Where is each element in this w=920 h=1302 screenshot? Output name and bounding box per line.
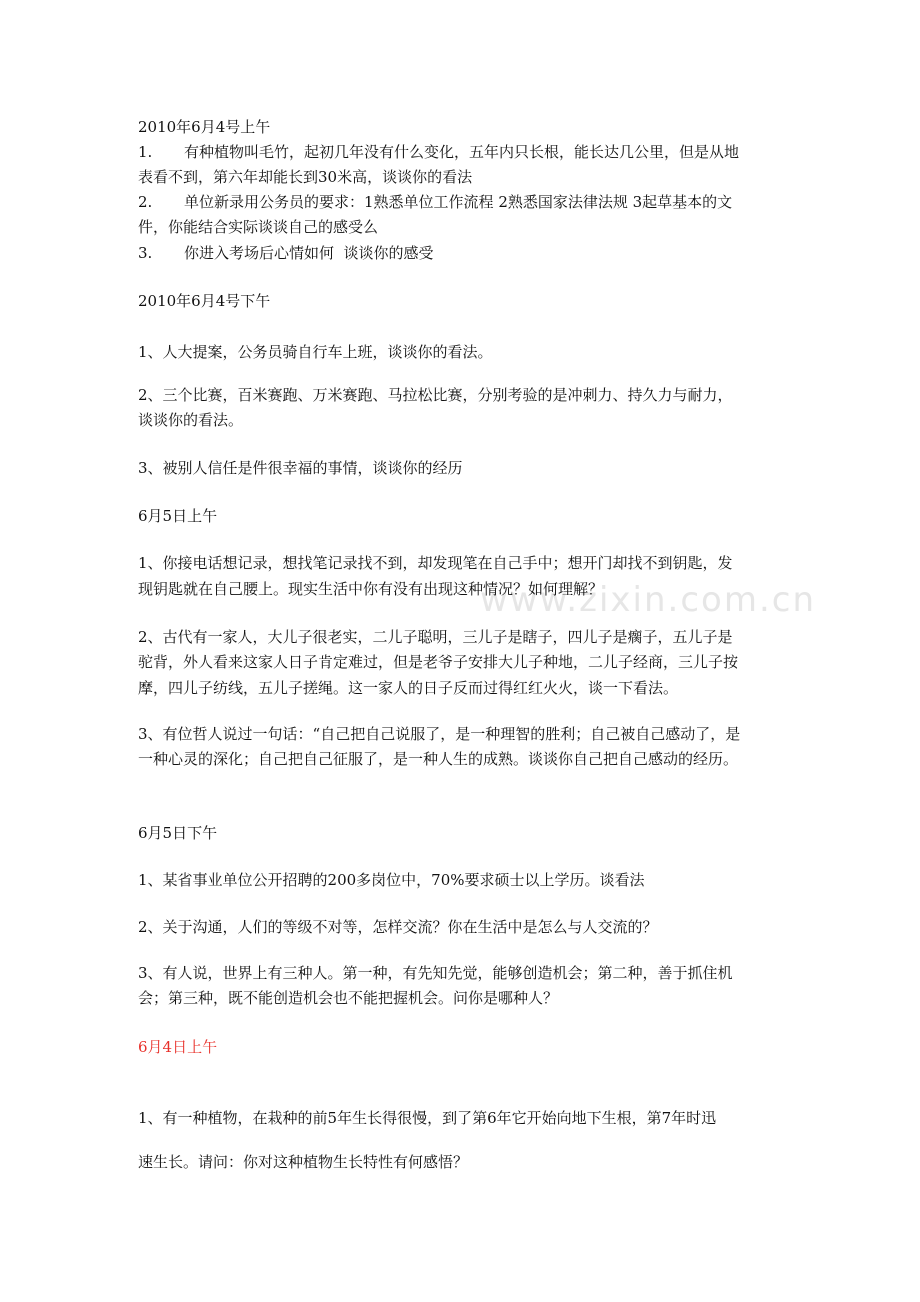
item-text-continued: 谈谈你的看法。 [138, 411, 244, 429]
question-item: 1、某省事业单位公开招聘的200多岗位中，70%要求硕士以上学历。谈看法 [138, 871, 645, 889]
watermark: www.zixin.com.cn [480, 580, 816, 620]
question-item: 2、古代有一家人，大儿子很老实，二儿子聪明，三儿子是瞎子，四儿子是瘸子，五儿子是 [138, 628, 733, 646]
item-text-continued: 件，你能结合实际谈谈自己的感受么 [138, 218, 379, 236]
question-item: 1、你接电话想记录，想找笔记录找不到，却发现笔在自己手中；想开门却找不到钥匙，发 [138, 554, 733, 572]
item-number: 3. [138, 244, 153, 262]
question-item: 3、被别人信任是件很幸福的事情，谈谈你的经历 [138, 459, 463, 477]
question-item: 2、三个比赛，百米赛跑、万米赛跑、马拉松比赛，分别考验的是冲刺力、持久力与耐力， [138, 386, 733, 404]
item-text-continued: 速生长。请问：你对这种植物生长特性有何感悟？ [138, 1153, 469, 1171]
item-number: 2. [138, 193, 153, 211]
section-heading: 6月5日上午 [138, 507, 218, 525]
item-text-continued: 表看不到，第六年却能长到30米高，谈谈你的看法 [138, 168, 473, 186]
item-text-continued: 摩，四儿子纺线，五儿子搓绳。这一家人的日子反而过得红红火火，谈一下看法。 [138, 679, 679, 697]
item-number: 1. [138, 143, 153, 161]
item-text-continued: 驼背，外人看来这家人日子肯定难过，但是老爷子安排大儿子种地，二儿子经商，三儿子按 [138, 653, 739, 671]
question-item: 1、人大提案，公务员骑自行车上班，谈谈你的看法。 [138, 343, 493, 361]
question-item [138, 191, 732, 213]
section-heading: 6月5日下午 [138, 824, 218, 842]
item-text: 单位新录用公务员的要求：1熟悉单位工作流程 2熟悉国家法律法规 3起草基本的文 [184, 193, 733, 211]
section-heading: 2010年6月4号上午 [138, 118, 271, 136]
question-item: 3、有位哲人说过一句话：“自己把自己说服了，是一种理智的胜利；自己被自己感动了，是 [138, 725, 741, 743]
section-heading: 2010年6月4号下午 [138, 292, 271, 310]
question-item: 2、关于沟通，人们的等级不对等，怎样交流？你在生活中是怎么与人交流的？ [138, 918, 658, 936]
question-item: 3、有人说，世界上有三种人。第一种，有先知先觉，能够创造机会；第二种，善于抓住机 [138, 964, 733, 982]
item-text: 你进入考场后心情如何 谈谈你的感受 [184, 244, 434, 262]
item-text-continued: 一种心灵的深化；自己把自己征服了，是一种人生的成熟。谈谈你自己把自己感动的经历。 [138, 750, 739, 768]
section-heading-highlighted: 6月4日上午 [138, 1038, 218, 1056]
item-text: 有种植物叫毛竹，起初几年没有什么变化，五年内只长根，能长达几公里，但是从地 [184, 143, 740, 161]
question-item: 1、有一种植物，在栽种的前5年生长得很慢，到了第6年它开始向地下生根，第7年时迅 [138, 1109, 717, 1127]
item-text-continued: 会；第三种，既不能创造机会也不能把握机会。问你是哪种人？ [138, 989, 559, 1007]
question-item [138, 242, 434, 264]
item-text-continued: 现钥匙就在自己腰上。现实生活中你有没有出现这种情况？如何理解？ [138, 580, 604, 598]
question-item [138, 141, 739, 163]
